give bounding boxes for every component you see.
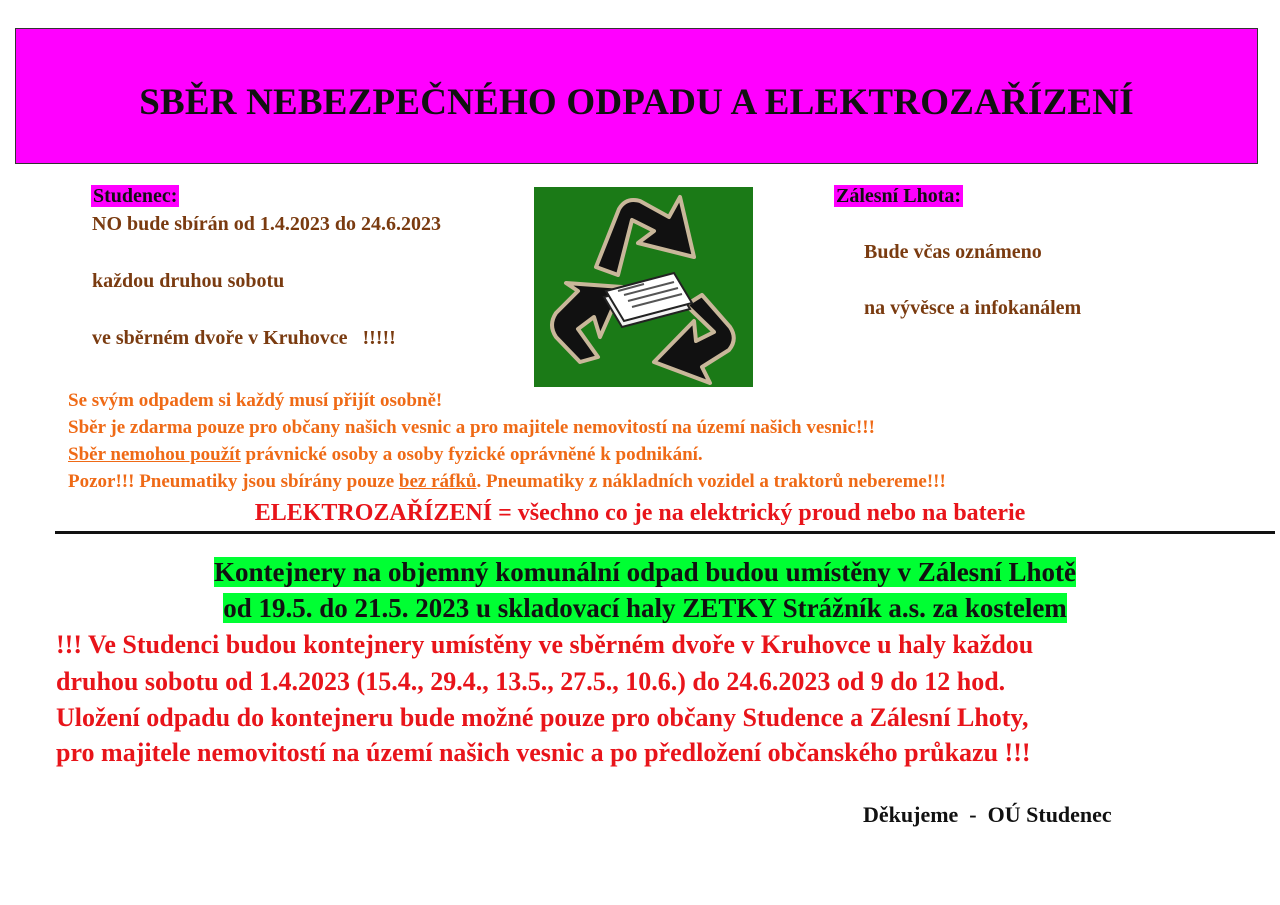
title-banner [15, 28, 1258, 164]
recycle-newspaper-icon [534, 187, 753, 387]
divider-line [55, 531, 1275, 534]
rule-3-rest: právnické osoby a osoby fyzické oprávněné k podnikání. [240, 444, 703, 465]
rule-2: Sběr je zdarma pouze pro občany našich vesnic a pro majitele nemovitostí na území našich vesnic!!! [68, 417, 875, 438]
studenec-label-wrap [91, 185, 179, 208]
studenec-note-line-4: pro majitele nemovitostí na území našich vesnic a po předložení občanského průkazu !!! [56, 738, 1031, 767]
studenec-line-3: ve sběrném dvoře v Kruhovce !!!!! [92, 327, 396, 349]
containers-line-1-wrap [0, 557, 1280, 588]
zalesni-label: Zálesní Lhota: [836, 185, 962, 207]
containers-line-2-wrap [0, 593, 1280, 624]
containers-line-1: Kontejnery na objemný komunální odpad budou umístěny v Zálesní Lhotě [214, 557, 1076, 587]
containers-line-2: od 19.5. do 21.5. 2023 u skladovací haly ZETKY Strážník a.s. za kostelem [223, 593, 1067, 623]
studenec-note-line-2: druhou sobotu od 1.4.2023 (15.4., 29.4., 13.5., 27.5., 10.6.) do 24.6.2023 od 9 do 12 hod. [56, 667, 1006, 696]
studenec-label: Studenec: [93, 185, 178, 207]
rule-4-end: . Pneumatiky z nákladních vozidel a traktorů nebereme!!! [476, 471, 946, 492]
rule-3-underlined: Sběr nemohou použít [68, 444, 241, 465]
studenec-line-1: NO bude sbírán od 1.4.2023 do 24.6.2023 [92, 213, 441, 235]
signature: Děkujeme - OÚ Studenec [863, 802, 1112, 827]
rule-3 [68, 444, 703, 466]
zalesni-line-1: Bude včas oznámeno [864, 241, 1042, 263]
studenec-note-line-3: Uložení odpadu do kontejneru bude možné pouze pro občany Studence a Zálesní Lhoty, [56, 703, 1029, 732]
rule-1: Se svým odpadem si každý musí přijít osobně! [68, 390, 443, 411]
zalesni-line-2: na vývěsce a infokanálem [864, 297, 1082, 319]
rule-4-underlined: bez ráfků [398, 471, 477, 492]
zalesni-label-wrap [834, 185, 963, 208]
recycle-graphic [534, 187, 753, 387]
rule-4 [68, 471, 946, 493]
studenec-note-line-1: !!! Ve Studenci budou kontejnery umístěny ve sběrném dvoře v Kruhovce u haly každou [56, 630, 1034, 659]
studenec-line-2: každou druhou sobotu [92, 270, 285, 292]
rule-4-start: Pozor!!! Pneumatiky jsou sbírány pouze [68, 471, 399, 492]
page-title: SBĚR NEBEZPEČNÉHO ODPADU A ELEKTROZAŘÍZENÍ [139, 82, 1134, 123]
electro-note: ELEKTROZAŘÍZENÍ = všechno co je na elektrický proud nebo na baterie [254, 500, 1026, 526]
